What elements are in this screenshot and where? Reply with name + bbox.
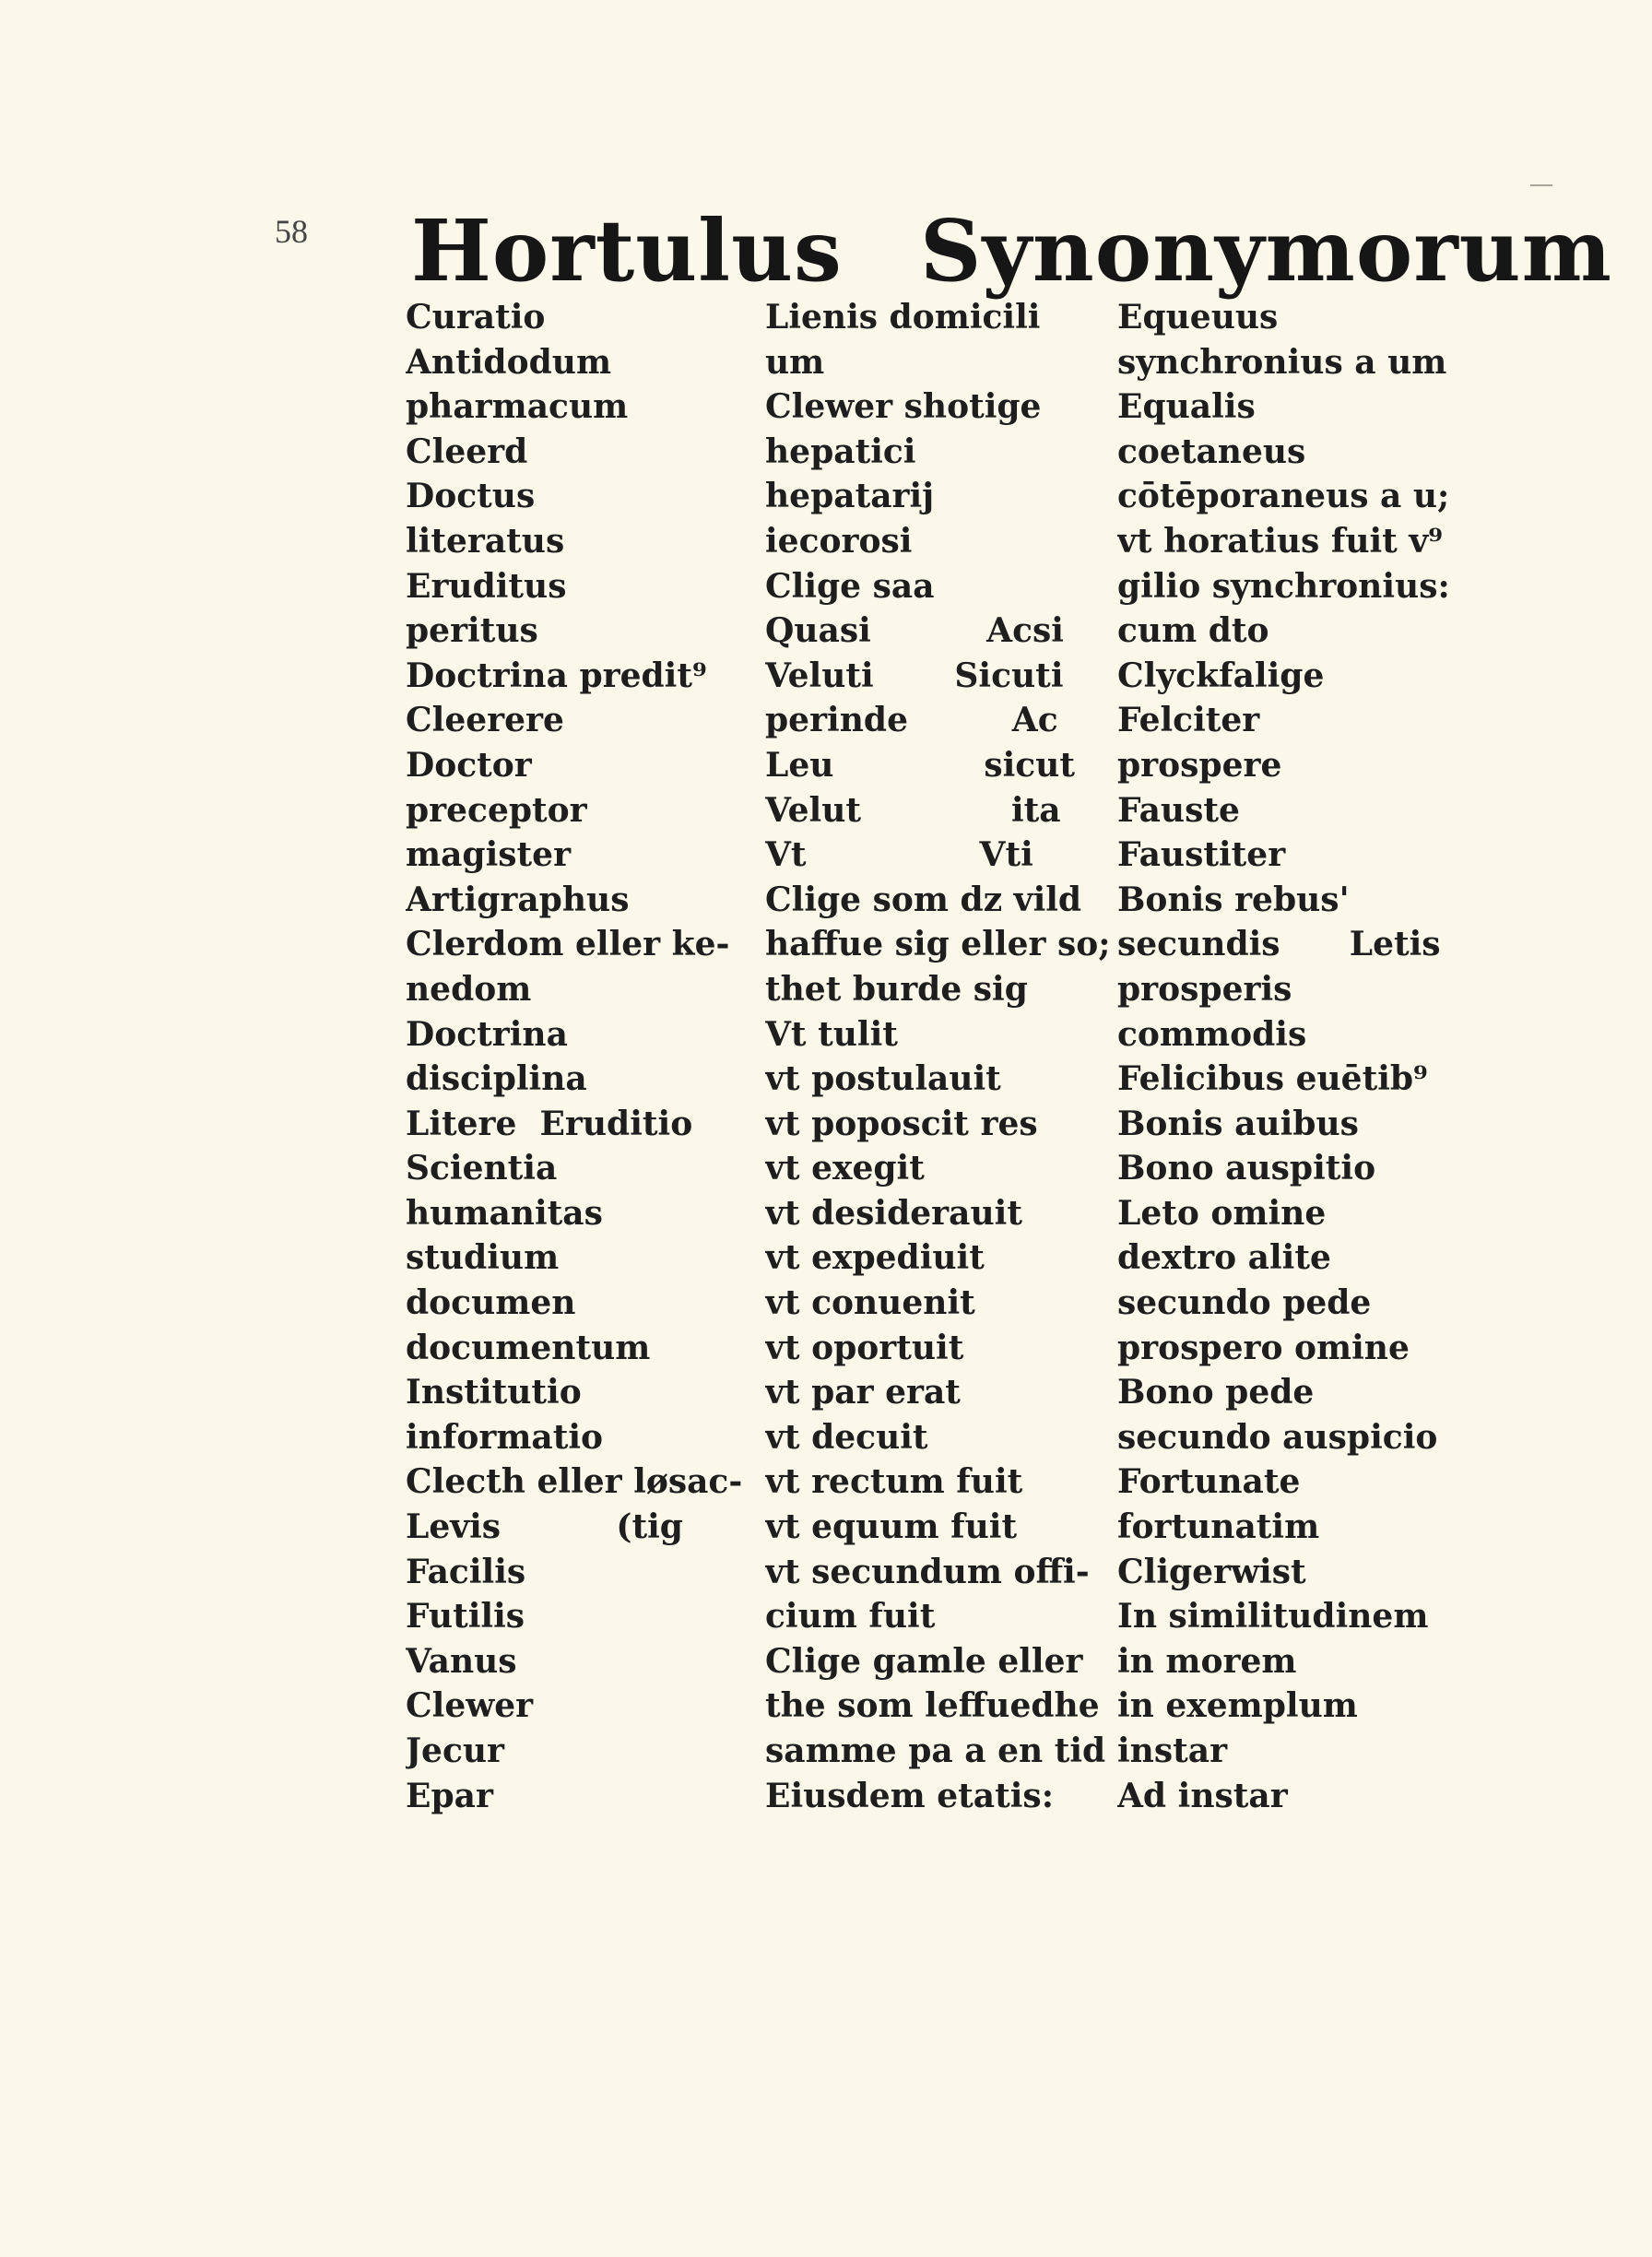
column-line: Scientia <box>406 1149 558 1188</box>
column-line: Curatio <box>406 298 546 337</box>
column-line: hepatarij <box>765 477 935 516</box>
column-line: Antidodum <box>406 342 612 382</box>
column-line: cum dto <box>1117 611 1269 651</box>
column-line: pharmacum <box>406 387 629 427</box>
column-line: vt conuenit <box>765 1283 975 1323</box>
column-line: nedom <box>406 969 532 1009</box>
column-line: Clewer <box>406 1686 534 1726</box>
column-line: Ad instar <box>1117 1776 1288 1815</box>
column-line: Clige saa <box>765 566 935 606</box>
column-line: vt decuit <box>765 1417 928 1457</box>
column-line: Doctus <box>406 477 536 516</box>
column-line: prosperis <box>1117 969 1292 1009</box>
column-line: dextro alite <box>1117 1238 1331 1278</box>
column-line: studium <box>406 1238 560 1278</box>
column-line: Felicibus euētib⁹ <box>1117 1059 1428 1099</box>
title-hortulus: Hortulus <box>411 201 843 301</box>
column-line: Vt tulit <box>765 1014 898 1054</box>
column-line: Felciter <box>1117 701 1260 740</box>
column-line: Doctrina <box>406 1014 568 1054</box>
column-line: informatio <box>406 1417 604 1457</box>
column-line: preceptor <box>406 790 587 830</box>
column-line: magister <box>406 835 572 875</box>
column-line: Bonis rebus' <box>1117 880 1350 919</box>
column-line: Lienis domicili <box>765 298 1041 337</box>
column-line: Velut ita <box>765 790 1061 830</box>
column-line: in exemplum <box>1117 1686 1358 1726</box>
column-line: Clewer shotige <box>765 387 1042 427</box>
column-line: Jecur <box>406 1731 504 1770</box>
column-right <box>1117 295 1468 1818</box>
column-line: vt par erat <box>765 1373 961 1412</box>
column-line: secundo auspicio <box>1117 1417 1438 1457</box>
column-line: haffue sig eller so; <box>765 925 1111 964</box>
column-line: fortunatim <box>1117 1507 1320 1547</box>
column-line: Bono auspitio <box>1117 1149 1376 1188</box>
column-middle <box>765 295 1115 1818</box>
column-line: documen <box>406 1283 576 1323</box>
column-line: Doctrina predit⁹ <box>406 656 707 695</box>
column-line: Levis (tig <box>406 1507 683 1547</box>
column-line: synchronius a um <box>1117 342 1447 382</box>
page-number: 58 <box>275 213 308 250</box>
column-line: Clecth eller løsac- <box>406 1462 743 1502</box>
column-left <box>406 295 756 1818</box>
title-synonymorum: Synonymorum <box>920 201 1612 301</box>
column-line: In similitudinem <box>1117 1597 1429 1637</box>
column-line: Clige som dz vild <box>765 880 1082 919</box>
column-line: Fauste <box>1117 790 1240 830</box>
column-line: Eiusdem etatis: <box>765 1776 1054 1815</box>
page-edge-mark <box>1530 184 1552 186</box>
column-line: Cligerwist <box>1117 1552 1306 1591</box>
column-line: prospero omine <box>1117 1328 1410 1367</box>
column-line: Artigraphus <box>406 880 630 919</box>
column-line: Bonis auibus <box>1117 1104 1359 1143</box>
column-line: Equeuus <box>1117 298 1279 337</box>
column-line: in morem <box>1117 1641 1297 1681</box>
column-line: vt postulauit <box>765 1059 1001 1099</box>
column-line: Veluti Sicuti <box>765 656 1064 695</box>
column-line: cium fuit <box>765 1597 936 1637</box>
column-line: Institutio <box>406 1373 582 1412</box>
column-line: Vt Vti <box>765 835 1033 875</box>
column-line: Vanus <box>406 1641 517 1681</box>
column-line: vt rectum fuit <box>765 1462 1023 1502</box>
column-line: vt equum fuit <box>765 1507 1018 1547</box>
column-line: iecorosi <box>765 521 913 561</box>
column-line: thet burde sig <box>765 969 1028 1009</box>
column-line: cōtēporaneus a u; <box>1117 477 1450 516</box>
column-line: secundo pede <box>1117 1283 1372 1323</box>
column-line: the som leffuedhe <box>765 1686 1100 1726</box>
column-line: Futilis <box>406 1597 525 1637</box>
column-line: perinde Ac <box>765 701 1058 740</box>
column-line: commodis <box>1117 1014 1307 1054</box>
column-line: hepatici <box>765 431 916 471</box>
column-line: vt oportuit <box>765 1328 964 1367</box>
column-line: vt horatius fuit v⁹ <box>1117 521 1444 561</box>
column-line: Quasi Acsi <box>765 611 1064 651</box>
column-line: prospere <box>1117 745 1282 785</box>
column-line: instar <box>1117 1731 1228 1770</box>
column-line: vt desiderauit <box>765 1193 1022 1233</box>
column-line: Litere Eruditio <box>406 1104 693 1143</box>
column-line: vt expediuit <box>765 1238 985 1278</box>
column-line: gilio synchronius: <box>1117 566 1450 606</box>
column-line: disciplina <box>406 1059 587 1099</box>
column-line: vt poposcit res <box>765 1104 1038 1143</box>
column-line: humanitas <box>406 1193 603 1233</box>
column-line: Leu sicut <box>765 745 1075 785</box>
column-line: um <box>765 342 825 382</box>
column-line: Bono pede <box>1117 1373 1315 1412</box>
column-line: Facilis <box>406 1552 526 1591</box>
column-line: Eruditus <box>406 566 567 606</box>
column-line: peritus <box>406 611 538 651</box>
column-line: Fortunate <box>1117 1462 1301 1502</box>
column-line: Cleerd <box>406 431 528 471</box>
column-line: coetaneus <box>1117 431 1306 471</box>
column-line: Clige gamle eller <box>765 1641 1083 1681</box>
column-line: Clerdom eller ke- <box>406 925 730 964</box>
column-line: documentum <box>406 1328 651 1367</box>
column-line: Epar <box>406 1776 493 1815</box>
column-line: Doctor <box>406 745 532 785</box>
column-line: samme pa a en tid <box>765 1731 1106 1770</box>
column-line: vt exegit <box>765 1149 925 1188</box>
column-line: literatus <box>406 521 565 561</box>
column-line: Clyckfalige <box>1117 656 1325 695</box>
column-line: Faustiter <box>1117 835 1286 875</box>
column-line: Leto omine <box>1117 1193 1327 1233</box>
column-line: Cleerere <box>406 701 564 740</box>
column-line: vt secundum offi- <box>765 1552 1090 1591</box>
column-line: Equalis <box>1117 387 1256 427</box>
column-line: secundis Letis <box>1117 925 1441 964</box>
